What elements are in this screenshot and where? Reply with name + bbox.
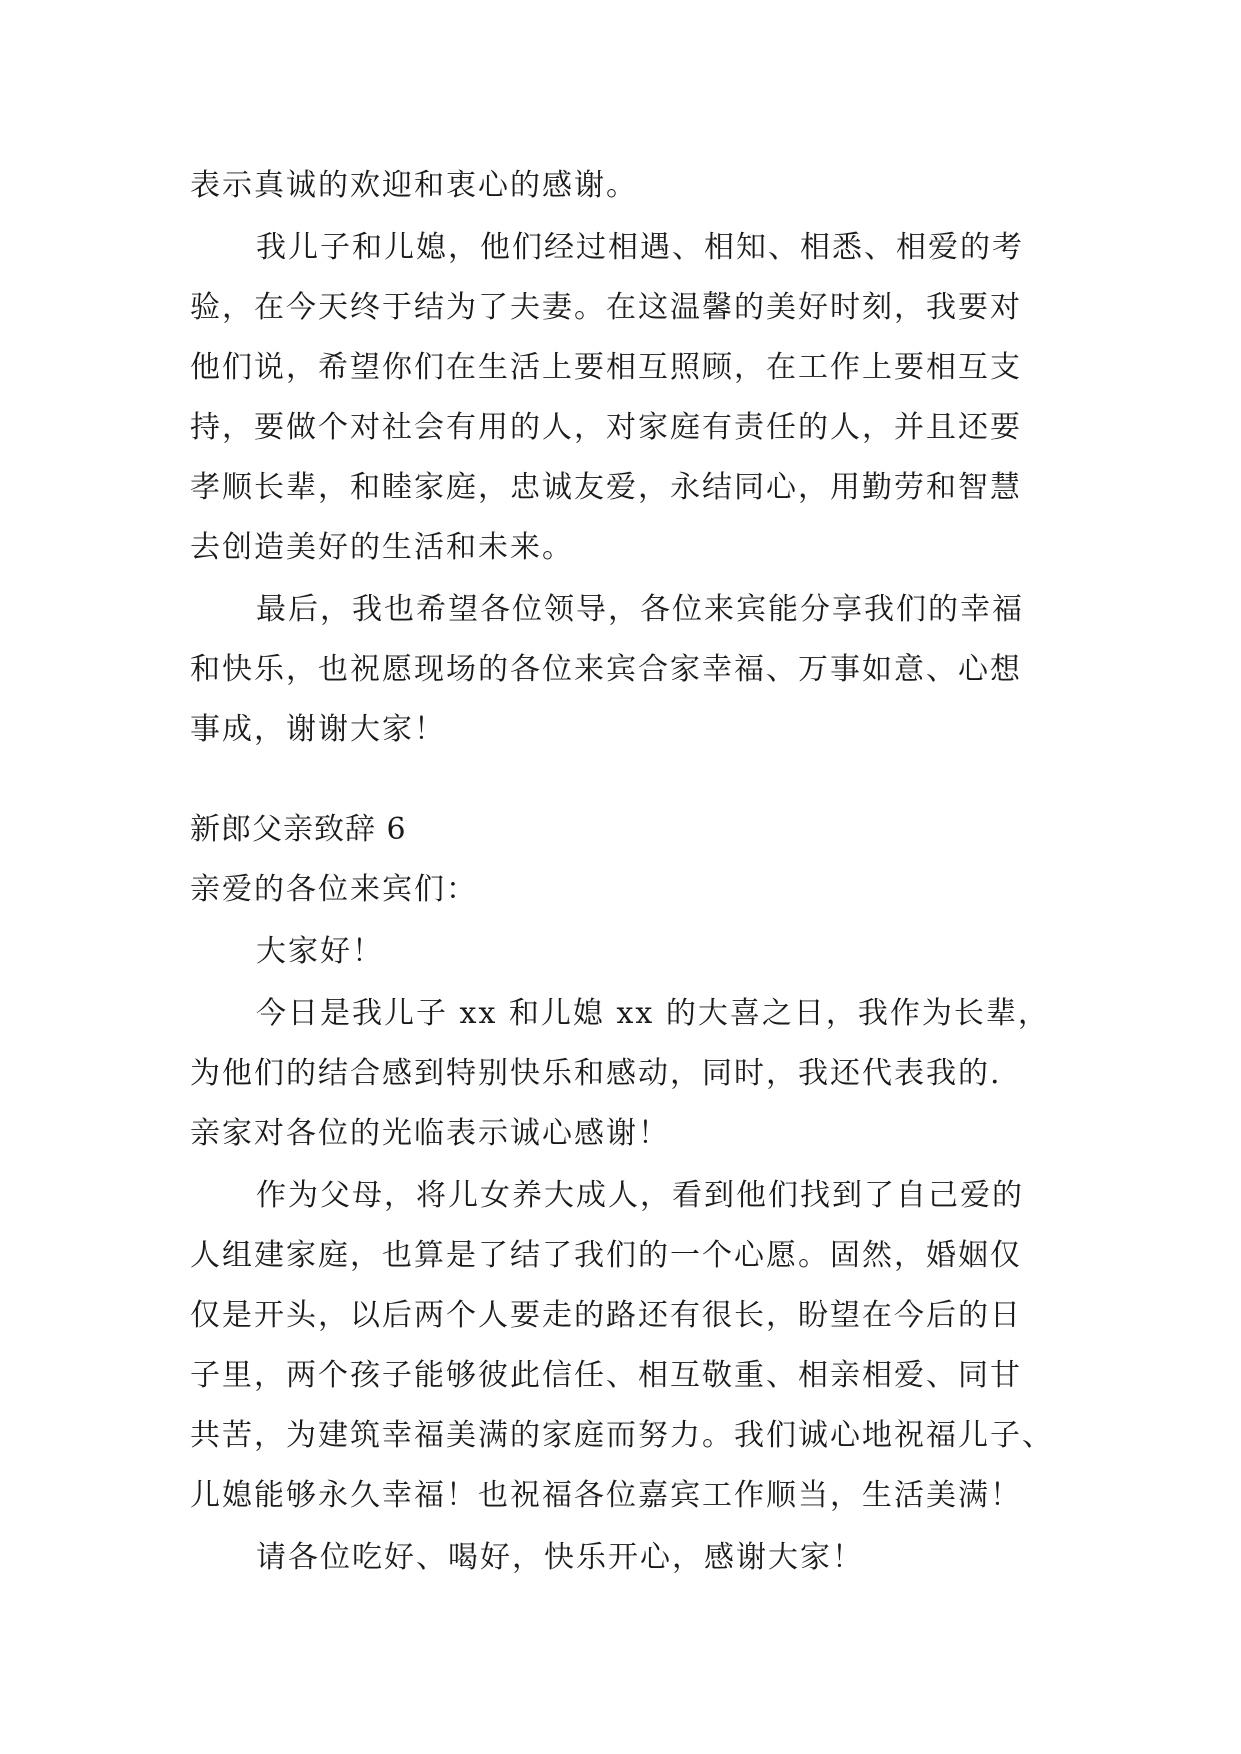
greeting: 大家好！ [256,934,384,969]
paragraph-line: 我儿子和儿媳，他们经过相遇、相知、相悉、相爱的考 [256,230,1024,265]
paragraph-line: 去创造美好的生活和未来。 [190,530,574,565]
salutation: 亲爱的各位来宾们： [190,872,478,907]
section-title: 新郎父亲致辞 6 [190,812,407,847]
paragraph-line: 亲家对各位的光临表示诚心感谢！ [190,1116,670,1151]
paragraph-line: 作为父母，将儿女养大成人，看到他们找到了自己爱的 [256,1178,1024,1213]
paragraph-line: 最后，我也希望各位领导，各位来宾能分享我们的幸福 [256,592,1024,627]
paragraph-line: 请各位吃好、喝好，快乐开心，感谢大家！ [256,1540,864,1575]
paragraph-line: 为他们的结合感到特别快乐和感动，同时，我还代表我的. [190,1056,1002,1091]
paragraph-line: 验，在今天终于结为了夫妻。在这温馨的美好时刻，我要对 [190,290,1022,325]
paragraph-line: 儿媳能够永久幸福！也祝福各位嘉宾工作顺当，生活美满！ [190,1478,1022,1513]
paragraph-line: 事成，谢谢大家！ [190,712,446,747]
paragraph-line: 表示真诚的欢迎和衷心的感谢。 [190,168,638,203]
paragraph-line: 持，要做个对社会有用的人，对家庭有责任的人，并且还要 [190,410,1022,445]
paragraph-line: 他们说，希望你们在生活上要相互照顾，在工作上要相互支 [190,350,1022,385]
paragraph-line: 孝顺长辈，和睦家庭，忠诚友爱，永结同心，用勤劳和智慧 [190,470,1022,505]
paragraph-line: 仅是开头，以后两个人要走的路还有很长，盼望在今后的日 [190,1298,1022,1333]
paragraph-line: 今日是我儿子 xx 和儿媳 xx 的大喜之日，我作为长辈， [256,996,1050,1031]
paragraph-line: 子里，两个孩子能够彼此信任、相互敬重、相亲相爱、同甘 [190,1358,1022,1393]
paragraph-line: 和快乐，也祝愿现场的各位来宾合家幸福、万事如意、心想 [190,652,1022,687]
paragraph-line: 人组建家庭，也算是了结了我们的一个心愿。固然，婚姻仅 [190,1238,1022,1273]
paragraph-line: 共苦，为建筑幸福美满的家庭而努力。我们诚心地祝福儿子、 [190,1418,1054,1453]
